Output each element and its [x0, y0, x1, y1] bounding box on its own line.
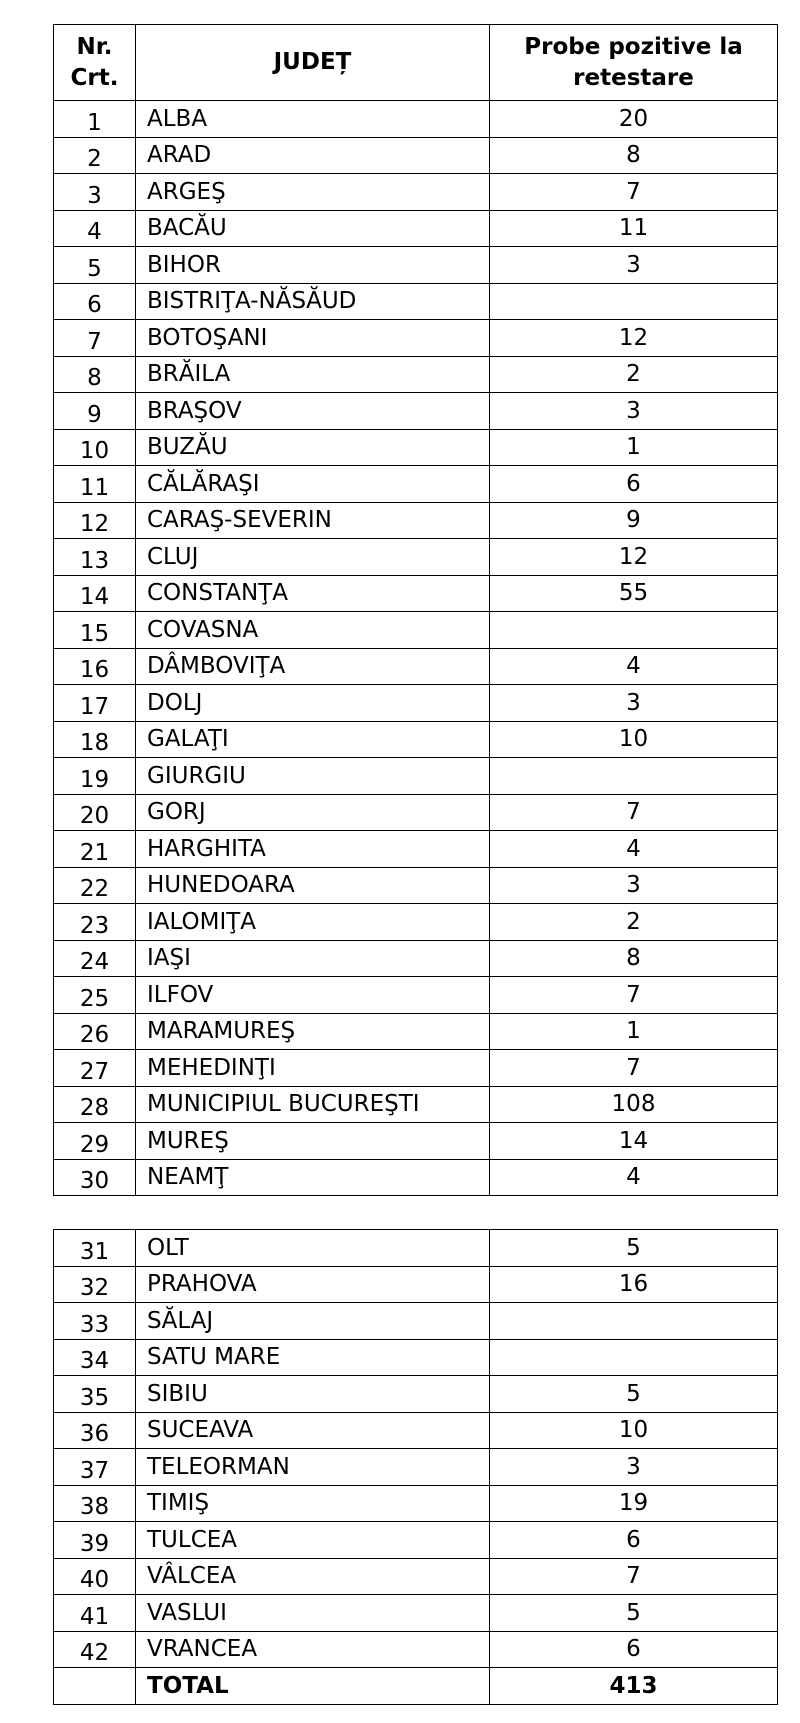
positive-retest-count: 4 — [490, 648, 778, 685]
table-row — [54, 1159, 778, 1196]
total-nr-cell — [54, 1668, 136, 1705]
table-row — [54, 1595, 778, 1632]
header-probe-line2: retestare — [573, 64, 694, 91]
county-name: VRANCEA — [136, 1631, 490, 1668]
positive-retest-count: 2 — [490, 904, 778, 941]
county-name: OLT — [136, 1230, 490, 1267]
county-name: TULCEA — [136, 1522, 490, 1559]
row-number: 32 — [54, 1266, 136, 1303]
positive-retest-count: 19 — [490, 1485, 778, 1522]
row-number: 22 — [54, 867, 136, 904]
row-number: 41 — [54, 1595, 136, 1632]
table-row — [54, 393, 778, 430]
total-label: TOTAL — [136, 1668, 490, 1705]
county-name: CLUJ — [136, 539, 490, 576]
table-row — [54, 904, 778, 941]
positive-retest-count: 7 — [490, 977, 778, 1014]
row-number: 24 — [54, 940, 136, 977]
row-number: 3 — [54, 174, 136, 211]
row-number: 38 — [54, 1485, 136, 1522]
positive-retest-count — [490, 1339, 778, 1376]
positive-retest-count: 6 — [490, 466, 778, 503]
table-row — [54, 867, 778, 904]
row-number: 10 — [54, 429, 136, 466]
positive-retest-count: 10 — [490, 721, 778, 758]
positive-retest-count — [490, 283, 778, 320]
table-row — [54, 648, 778, 685]
table-row — [54, 1013, 778, 1050]
header-probe-pozitive — [490, 25, 778, 101]
positive-retest-count: 7 — [490, 1558, 778, 1595]
county-name: BISTRIŢA-NĂSĂUD — [136, 283, 490, 320]
positive-retest-count: 6 — [490, 1631, 778, 1668]
table-row — [54, 429, 778, 466]
positive-retest-count: 2 — [490, 356, 778, 393]
positive-retest-count: 20 — [490, 101, 778, 138]
county-name: SIBIU — [136, 1376, 490, 1413]
table-row — [54, 1376, 778, 1413]
positive-retest-count: 4 — [490, 831, 778, 868]
header-nr-crt — [54, 25, 136, 101]
positive-retest-count: 55 — [490, 575, 778, 612]
table-row — [54, 1086, 778, 1123]
positive-retest-count: 6 — [490, 1522, 778, 1559]
row-number: 4 — [54, 210, 136, 247]
positive-retest-count — [490, 758, 778, 795]
positive-retest-count: 5 — [490, 1230, 778, 1267]
positive-retest-count: 16 — [490, 1266, 778, 1303]
positive-retest-count: 1 — [490, 1013, 778, 1050]
table-row — [54, 466, 778, 503]
row-number: 18 — [54, 721, 136, 758]
table-row — [54, 356, 778, 393]
row-number: 15 — [54, 612, 136, 649]
table-row — [54, 1123, 778, 1160]
row-number: 35 — [54, 1376, 136, 1413]
positive-retest-count: 5 — [490, 1595, 778, 1632]
row-number: 19 — [54, 758, 136, 795]
county-name: MARAMUREŞ — [136, 1013, 490, 1050]
row-number: 42 — [54, 1631, 136, 1668]
positive-retest-count: 12 — [490, 539, 778, 576]
county-name: VASLUI — [136, 1595, 490, 1632]
table-row — [54, 831, 778, 868]
table-row — [54, 1631, 778, 1668]
total-row — [54, 1668, 778, 1705]
table-row — [54, 283, 778, 320]
positive-retest-count — [490, 1303, 778, 1340]
table-row — [54, 940, 778, 977]
table-row — [54, 721, 778, 758]
county-name: BOTOŞANI — [136, 320, 490, 357]
row-number: 20 — [54, 794, 136, 831]
row-number: 2 — [54, 137, 136, 174]
county-name: BRĂILA — [136, 356, 490, 393]
positive-retest-count: 5 — [490, 1376, 778, 1413]
county-name: IAŞI — [136, 940, 490, 977]
table-row — [54, 101, 778, 138]
row-number: 8 — [54, 356, 136, 393]
table-row — [54, 758, 778, 795]
table-body-part-2 — [54, 1230, 778, 1668]
table-row — [54, 1230, 778, 1267]
total-value: 413 — [490, 1668, 778, 1705]
row-number: 27 — [54, 1050, 136, 1087]
county-name: GORJ — [136, 794, 490, 831]
county-name: ALBA — [136, 101, 490, 138]
table-row — [54, 1266, 778, 1303]
county-name: BRAŞOV — [136, 393, 490, 430]
county-name: ARGEŞ — [136, 174, 490, 211]
table-header-row — [54, 25, 778, 101]
row-number: 37 — [54, 1449, 136, 1486]
county-name: MEHEDINŢI — [136, 1050, 490, 1087]
table-row — [54, 1050, 778, 1087]
table-row — [54, 1412, 778, 1449]
county-table-part-1 — [53, 24, 778, 1196]
table-row — [54, 137, 778, 174]
table-row — [54, 1522, 778, 1559]
positive-retest-count: 10 — [490, 1412, 778, 1449]
row-number: 31 — [54, 1230, 136, 1267]
row-number: 5 — [54, 247, 136, 284]
header-nr-line2: Crt. — [70, 64, 119, 91]
county-name: IALOMIŢA — [136, 904, 490, 941]
positive-retest-count: 108 — [490, 1086, 778, 1123]
county-name: SĂLAJ — [136, 1303, 490, 1340]
positive-retest-count: 3 — [490, 393, 778, 430]
county-name: BUZĂU — [136, 429, 490, 466]
county-name: PRAHOVA — [136, 1266, 490, 1303]
county-name: CĂLĂRAŞI — [136, 466, 490, 503]
positive-retest-count: 12 — [490, 320, 778, 357]
positive-retest-count: 7 — [490, 794, 778, 831]
county-name: BIHOR — [136, 247, 490, 284]
county-name: MUNICIPIUL BUCUREŞTI — [136, 1086, 490, 1123]
county-name: SUCEAVA — [136, 1412, 490, 1449]
positive-retest-count: 3 — [490, 867, 778, 904]
row-number: 14 — [54, 575, 136, 612]
county-name: CONSTANŢA — [136, 575, 490, 612]
row-number: 36 — [54, 1412, 136, 1449]
table-row — [54, 1485, 778, 1522]
row-number: 9 — [54, 393, 136, 430]
county-name: COVASNA — [136, 612, 490, 649]
county-name: HUNEDOARA — [136, 867, 490, 904]
positive-retest-count: 8 — [490, 137, 778, 174]
table-row — [54, 1449, 778, 1486]
positive-retest-count: 1 — [490, 429, 778, 466]
table-row — [54, 575, 778, 612]
table-row — [54, 247, 778, 284]
row-number: 21 — [54, 831, 136, 868]
county-table-part-2 — [53, 1229, 778, 1705]
header-judet: JUDEȚ — [136, 25, 490, 101]
county-name: BACĂU — [136, 210, 490, 247]
table-row — [54, 502, 778, 539]
row-number: 23 — [54, 904, 136, 941]
row-number: 29 — [54, 1123, 136, 1160]
table-row — [54, 1303, 778, 1340]
table-row — [54, 612, 778, 649]
county-name: DÂMBOVIŢA — [136, 648, 490, 685]
county-name: MUREŞ — [136, 1123, 490, 1160]
row-number: 17 — [54, 685, 136, 722]
positive-retest-count: 14 — [490, 1123, 778, 1160]
positive-retest-count: 11 — [490, 210, 778, 247]
county-name: NEAMŢ — [136, 1159, 490, 1196]
county-name: VÂLCEA — [136, 1558, 490, 1595]
row-number: 40 — [54, 1558, 136, 1595]
table-row — [54, 685, 778, 722]
county-name: DOLJ — [136, 685, 490, 722]
table-row — [54, 1339, 778, 1376]
table-row — [54, 210, 778, 247]
table-row — [54, 1558, 778, 1595]
county-name: TELEORMAN — [136, 1449, 490, 1486]
table-row — [54, 539, 778, 576]
positive-retest-count: 4 — [490, 1159, 778, 1196]
positive-retest-count: 3 — [490, 685, 778, 722]
row-number: 12 — [54, 502, 136, 539]
header-nr-line1: Nr. — [76, 33, 113, 60]
row-number: 6 — [54, 283, 136, 320]
positive-retest-count: 9 — [490, 502, 778, 539]
row-number: 34 — [54, 1339, 136, 1376]
county-name: GIURGIU — [136, 758, 490, 795]
row-number: 26 — [54, 1013, 136, 1050]
county-name: TIMIŞ — [136, 1485, 490, 1522]
county-name: ARAD — [136, 137, 490, 174]
county-name: SATU MARE — [136, 1339, 490, 1376]
positive-retest-count: 3 — [490, 1449, 778, 1486]
table-row — [54, 174, 778, 211]
county-name: HARGHITA — [136, 831, 490, 868]
county-name: CARAŞ-SEVERIN — [136, 502, 490, 539]
row-number: 16 — [54, 648, 136, 685]
positive-retest-count — [490, 612, 778, 649]
positive-retest-count: 7 — [490, 174, 778, 211]
row-number: 11 — [54, 466, 136, 503]
table-body-part-1 — [54, 101, 778, 1196]
table-row — [54, 320, 778, 357]
positive-retest-count: 8 — [490, 940, 778, 977]
row-number: 13 — [54, 539, 136, 576]
table-row — [54, 977, 778, 1014]
row-number: 7 — [54, 320, 136, 357]
row-number: 33 — [54, 1303, 136, 1340]
row-number: 25 — [54, 977, 136, 1014]
row-number: 28 — [54, 1086, 136, 1123]
positive-retest-count: 7 — [490, 1050, 778, 1087]
row-number: 30 — [54, 1159, 136, 1196]
row-number: 1 — [54, 101, 136, 138]
county-name: GALAŢI — [136, 721, 490, 758]
positive-retest-count: 3 — [490, 247, 778, 284]
county-name: ILFOV — [136, 977, 490, 1014]
header-probe-line1: Probe pozitive la — [524, 33, 743, 60]
row-number: 39 — [54, 1522, 136, 1559]
table-row — [54, 794, 778, 831]
